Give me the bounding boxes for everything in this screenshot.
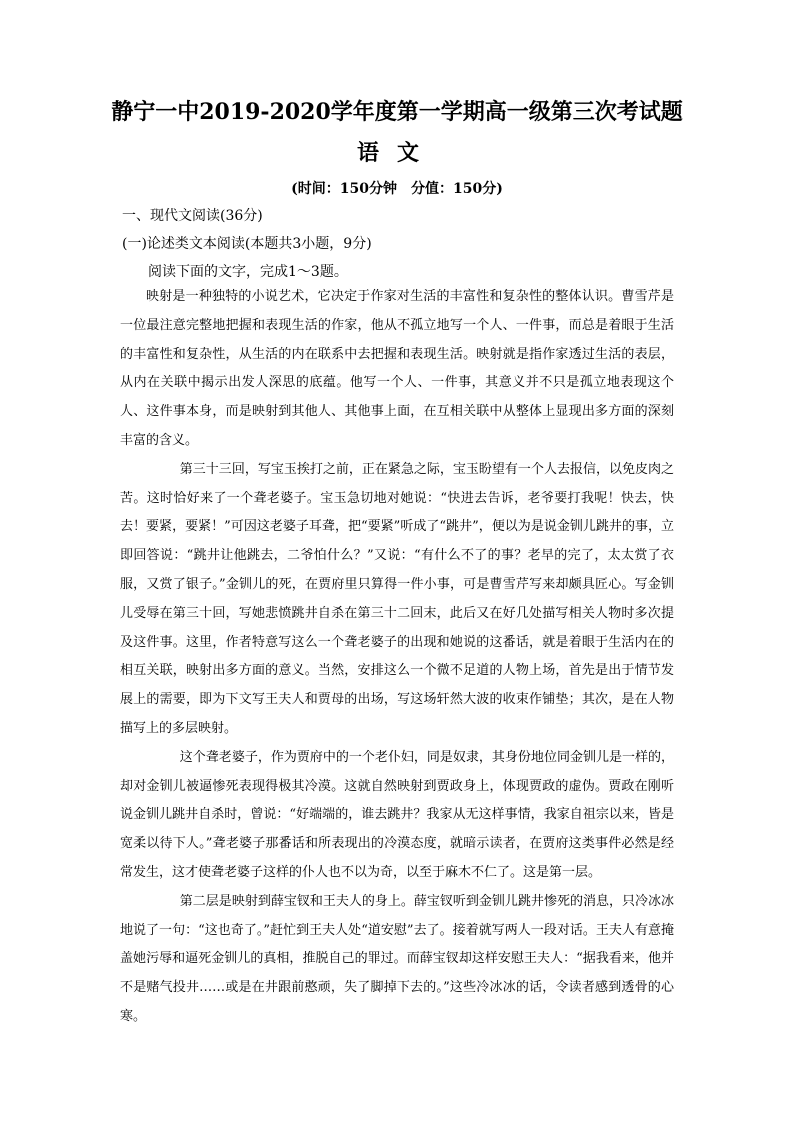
reading-passage — [120, 283, 674, 1032]
time-score-info: (时间：150分钟 分值：150分) — [291, 181, 503, 197]
passage-paragraph: 第三十三回，写宝玉挨打之前，正在紧急之际，宝玉盼望有一个人去报信，以免皮肉之苦。这时恰好来了一个聋老婆子。宝玉急切地对她说：“快进去告诉，老爷要打我呢！快去，快去！要紧，要紧！”可因这老婆子耳聋，把“要紧”听成了“跳井”，便以为是说金钏儿跳井的事，立即回答说：“跳井让他跳去，二爷怕什么？”又说：“有什么不了的事？老早的完了，太太赏了衣服，又赏了银子。”金钏儿的死，在贾府里只算得一件小事，可是曹雪芹写来却颇具匠心。写金钏儿受辱在第三十回，写她悲愤跳井自杀在第三十二回末，此后又在好几处描写相关人物时多次提及这件事。这里，作者特意写这么一个聋老婆子的出现和她说的这番话，就是着眼于生活内在的相互关联，映射出多方面的意义。当然，安排这么一个微不足道的人物上场，首先是出于情节发展上的需要，即为下文写王夫人和贾母的出场，写这场轩然大波的收束作铺垫；其次，是在人物描写上的多层映射。 — [120, 461, 674, 736]
passage-paragraph: 映射是一种独特的小说艺术，它决定于作家对生活的丰富性和复杂性的整体认识。曹雪芹是一位最注意完整地把握和表现生活的作家，他从不孤立地写一个人、一件事，而总是着眼于生活的丰富性和复杂性，从生活的内在联系中去把握和表现生活。映射就是指作家透过生活的表层，从内在关联中揭示出发人深思的底蕴。他写一个人、一件事，其意义并不只是孤立地表现这个人、这件事本身，而是映射到其他人、其他事上面，在互相关联中从整体上显现出多方面的深刻丰富的含义。 — [120, 289, 674, 448]
subject-title: 语文 — [356, 140, 437, 166]
subsection-heading: (一)论述类文本阅读(本题共3小题，9分) — [122, 236, 372, 252]
passage-paragraph: 第二层是映射到薛宝钗和王夫人的身上。薛宝钗听到金钏儿跳井惨死的消息，只冷冰冰地说了一句：“这也奇了。”赶忙到王夫人处“道安慰”去了。接着就写两人一段对话。王夫人有意掩盖她污辱和逼死金钏儿的真相，推脱自己的罪过。而薛宝钗却这样安慰王夫人：“据我看来，他并不是赌气投井……或是在井跟前憨顽，失了脚掉下去的。”这些冷冰冰的话，令读者感到透骨的心寒。 — [120, 893, 674, 1024]
exam-title: 静宁一中2019-2020学年度第一学期高一级第三次考试题 — [111, 99, 683, 125]
reading-instruction: 阅读下面的文字，完成1～3题。 — [148, 264, 348, 280]
section-heading: 一、现代文阅读(36分) — [122, 208, 263, 224]
passage-paragraph: 这个聋老婆子，作为贾府中的一个老仆妇，同是奴隶，其身份地位同金钏儿是一样的，却对金钏儿被逼惨死表现得极其冷漠。这就自然映射到贾政身上，体现贾政的虚伪。贾政在刚听说金钏儿跳井自杀时，曾说：“好端端的，谁去跳井？我家从无这样事情，我家自祖宗以来，皆是宽柔以待下人。”聋老婆子那番话和所表现出的冷漠态度，就暗示读者，在贾府这类事件必然是经常发生，这才使聋老婆子这样的仆人也不以为奇，以至于麻木不仁了。这是第一层。 — [120, 749, 674, 880]
